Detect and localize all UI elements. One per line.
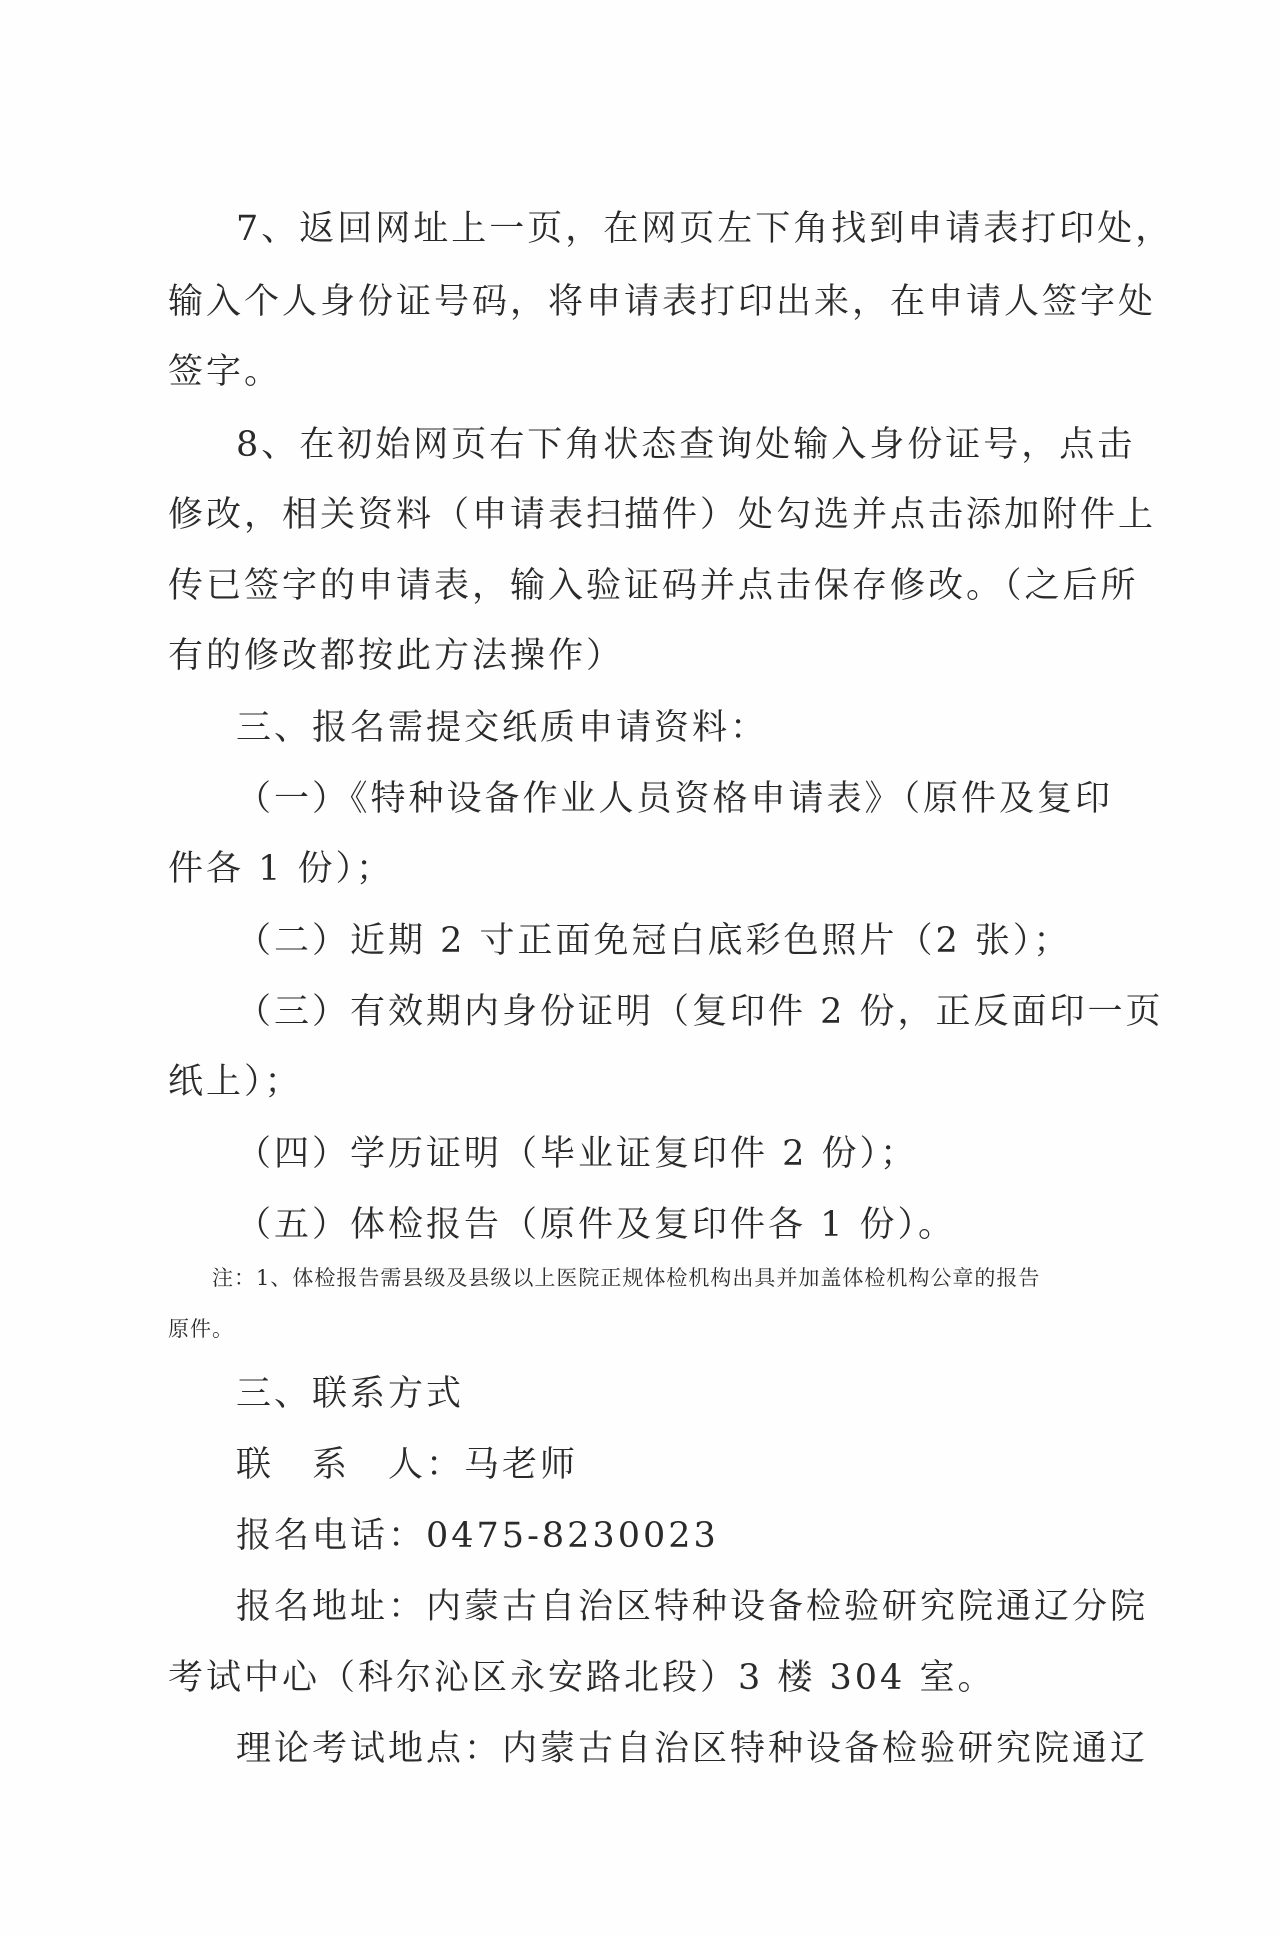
section-heading-contact: 三、联系方式 xyxy=(236,1374,465,1414)
material-item-1-line-1: （一）《特种设备作业人员资格申请表》（原件及复印 xyxy=(236,779,1114,819)
material-item-3-line-2: 纸上）； xyxy=(168,1062,303,1102)
exam-location: 理论考试地点：内蒙古自治区特种设备检验研究院通辽 xyxy=(236,1729,1149,1769)
step-7-line-3: 签字。 xyxy=(168,352,283,392)
section-heading-materials: 三、报名需提交纸质申请资料： xyxy=(236,708,769,748)
step-8-line-4: 有的修改都按此方法操作） xyxy=(168,636,625,676)
material-item-5: （五）体检报告（原件及复印件各 1 份）。 xyxy=(236,1205,957,1245)
contact-address-line-2: 考试中心（科尔沁区永安路北段）3 楼 304 室。 xyxy=(168,1658,996,1698)
material-item-3-line-1: （三）有效期内身份证明（复印件 2 份，正反面印一页 xyxy=(236,992,1164,1032)
material-item-4: （四）学历证明（毕业证复印件 2 份）； xyxy=(236,1134,919,1174)
step-8-line-1: 8、在初始网页右下角状态查询处输入身份证号，点击 xyxy=(236,425,1136,465)
material-item-2: （二）近期 2 寸正面免冠白底彩色照片（2 张）； xyxy=(236,921,1072,961)
step-8-line-2: 修改，相关资料（申请表扫描件）处勾选并点击添加附件上 xyxy=(168,495,1157,535)
step-8-line-3: 传已签字的申请表，输入验证码并点击保存修改。（之后所 xyxy=(168,566,1139,606)
note-line-2: 原件。 xyxy=(168,1317,234,1341)
contact-address-line-1: 报名地址：内蒙古自治区特种设备检验研究院通辽分院 xyxy=(236,1587,1149,1627)
contact-phone: 报名电话：0475-8230023 xyxy=(236,1516,719,1556)
step-7-line-1: 7、返回网址上一页，在网页左下角找到申请表打印处， xyxy=(236,209,1174,249)
step-7-line-2: 输入个人身份证号码，将申请表打印出来，在申请人签字处 xyxy=(168,282,1157,322)
contact-person: 联 系 人：马老师 xyxy=(236,1445,579,1485)
note-line-1: 注：1、体检报告需县级及县级以上医院正规体检机构出具并加盖体检机构公章的报告 xyxy=(212,1266,1041,1290)
material-item-1-line-2: 件各 1 份）； xyxy=(168,849,395,889)
